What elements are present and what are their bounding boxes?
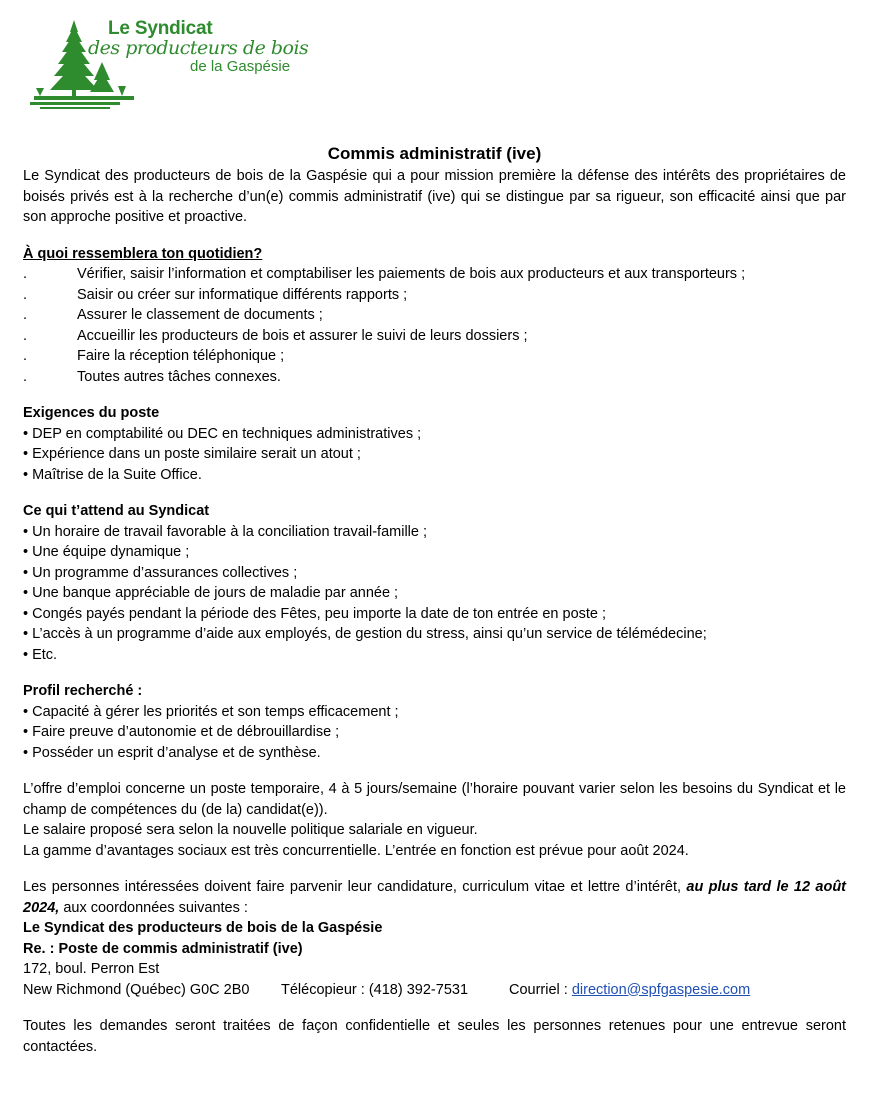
list-item: • DEP en comptabilité ou DEC en techniques administratives ; (23, 425, 422, 442)
exigences-heading: Exigences du poste (23, 405, 160, 421)
logo-line-2: des producteurs de bois (88, 37, 309, 59)
contact-re: Re. : Poste de commis administratif (ive) (23, 940, 303, 957)
list-item: • Capacité à gérer les priorités et son temps efficacement ; (23, 703, 399, 720)
list-item: • L’accès à un programme d’aide aux employés, de gestion du stress, ainsi qu’un service de télémédecine; (23, 626, 707, 642)
list-item: • Posséder un esprit d’analyse et de synthèse. (23, 744, 321, 761)
list-item: • Un horaire de travail favorable à la conciliation travail-famille ; (23, 523, 428, 540)
contact-address-1: 172, boul. Perron Est (23, 961, 160, 977)
list-item: • Etc. (23, 646, 58, 663)
candidature-paragraph: Les personnes intéressées doivent faire parvenir leur candidature, curriculum vitae et lettre d’intérêt, au plus tard le 12 août 2024, aux coordonnées suivantes : (23, 879, 846, 916)
contact-email-link[interactable]: direction@spfgaspesie.com (571, 981, 751, 998)
list-item: . Accueillir les producteurs de bois et assurer le suivi de leurs dossiers ; (23, 327, 528, 344)
salaire-line: Le salaire proposé sera selon la nouvelle politique salariale en vigueur. (23, 822, 478, 838)
list-item: . Faire la réception téléphonique ; (23, 348, 285, 364)
list-item: . Vérifier, saisir l’information et comptabiliser les paiements de bois aux producteurs et aux transporteurs ; (23, 266, 746, 282)
list-item: • Une équipe dynamique ; (23, 544, 190, 560)
deadline: au plus tard le 12 août 2024, (23, 879, 846, 916)
contact-row (23, 980, 846, 1001)
profil-list (23, 702, 846, 764)
list-item: . Saisir ou créer sur informatique différents rapports ; (23, 286, 408, 303)
contact-fax: Télécopieur : (418) 392-7531 (281, 981, 469, 998)
list-item: • Congés payés pendant la période des Fêtes, peu importe la date de ton entrée en poste ; (23, 605, 607, 622)
quotidien-list (23, 264, 846, 387)
list-item: • Expérience dans un poste similaire serait un atout ; (23, 446, 361, 462)
document-body (23, 142, 846, 1057)
list-item: . Toutes autres tâches connexes. (23, 368, 281, 385)
logo-line-3: de la Gaspésie (190, 58, 291, 75)
list-item: • Une banque appréciable de jours de maladie par année ; (23, 585, 399, 601)
logo (30, 18, 309, 113)
list-item: • Faire preuve d’autonomie et de débrouillardise ; (23, 724, 340, 740)
avantages-line: La gamme d’avantages sociaux est très concurrentielle. L’entrée en fonction est prévue pour août 2024. (23, 842, 689, 859)
attend-list (23, 522, 846, 666)
contact-address-2: New Richmond (Québec) G0C 2B0 (23, 981, 250, 998)
logo-line-1: Le Syndicat (108, 18, 213, 39)
offre-paragraph: L’offre d’emploi concerne un poste temporaire, 4 à 5 jours/semaine (l’horaire pouvant varier selon les besoins du Syndicat et le champ de compétences du (de la) candidat(e)). (23, 781, 846, 818)
page-title: Commis administratif (ive) (327, 144, 542, 163)
intro-paragraph: Le Syndicat des producteurs de bois de la Gaspésie qui a pour mission première la défense des intérêts des propriétaires de boisés privés est à la recherche d’un(e) commis administratif (ive) qui se distingue par sa rigueur, son efficacité ainsi que par son approche positive et proactive. (23, 168, 846, 225)
attend-heading: Ce qui t’attend au Syndicat (23, 503, 210, 519)
list-item: • Maîtrise de la Suite Office. (23, 466, 202, 483)
quotidien-heading: À quoi ressemblera ton quotidien? (23, 245, 263, 262)
exigences-list (23, 424, 846, 486)
closing-paragraph: Toutes les demandes seront traitées de façon confidentielle et seules les personnes retenues pour une entrevue seront contactées. (23, 1018, 846, 1055)
contact-email-label: Courriel : (509, 981, 572, 998)
list-item: . Assurer le classement de documents ; (23, 307, 323, 323)
contact-org: Le Syndicat des producteurs de bois de la Gaspésie (23, 920, 383, 936)
profil-heading: Profil recherché : (23, 683, 143, 699)
list-item: • Un programme d’assurances collectives ; (23, 564, 298, 581)
